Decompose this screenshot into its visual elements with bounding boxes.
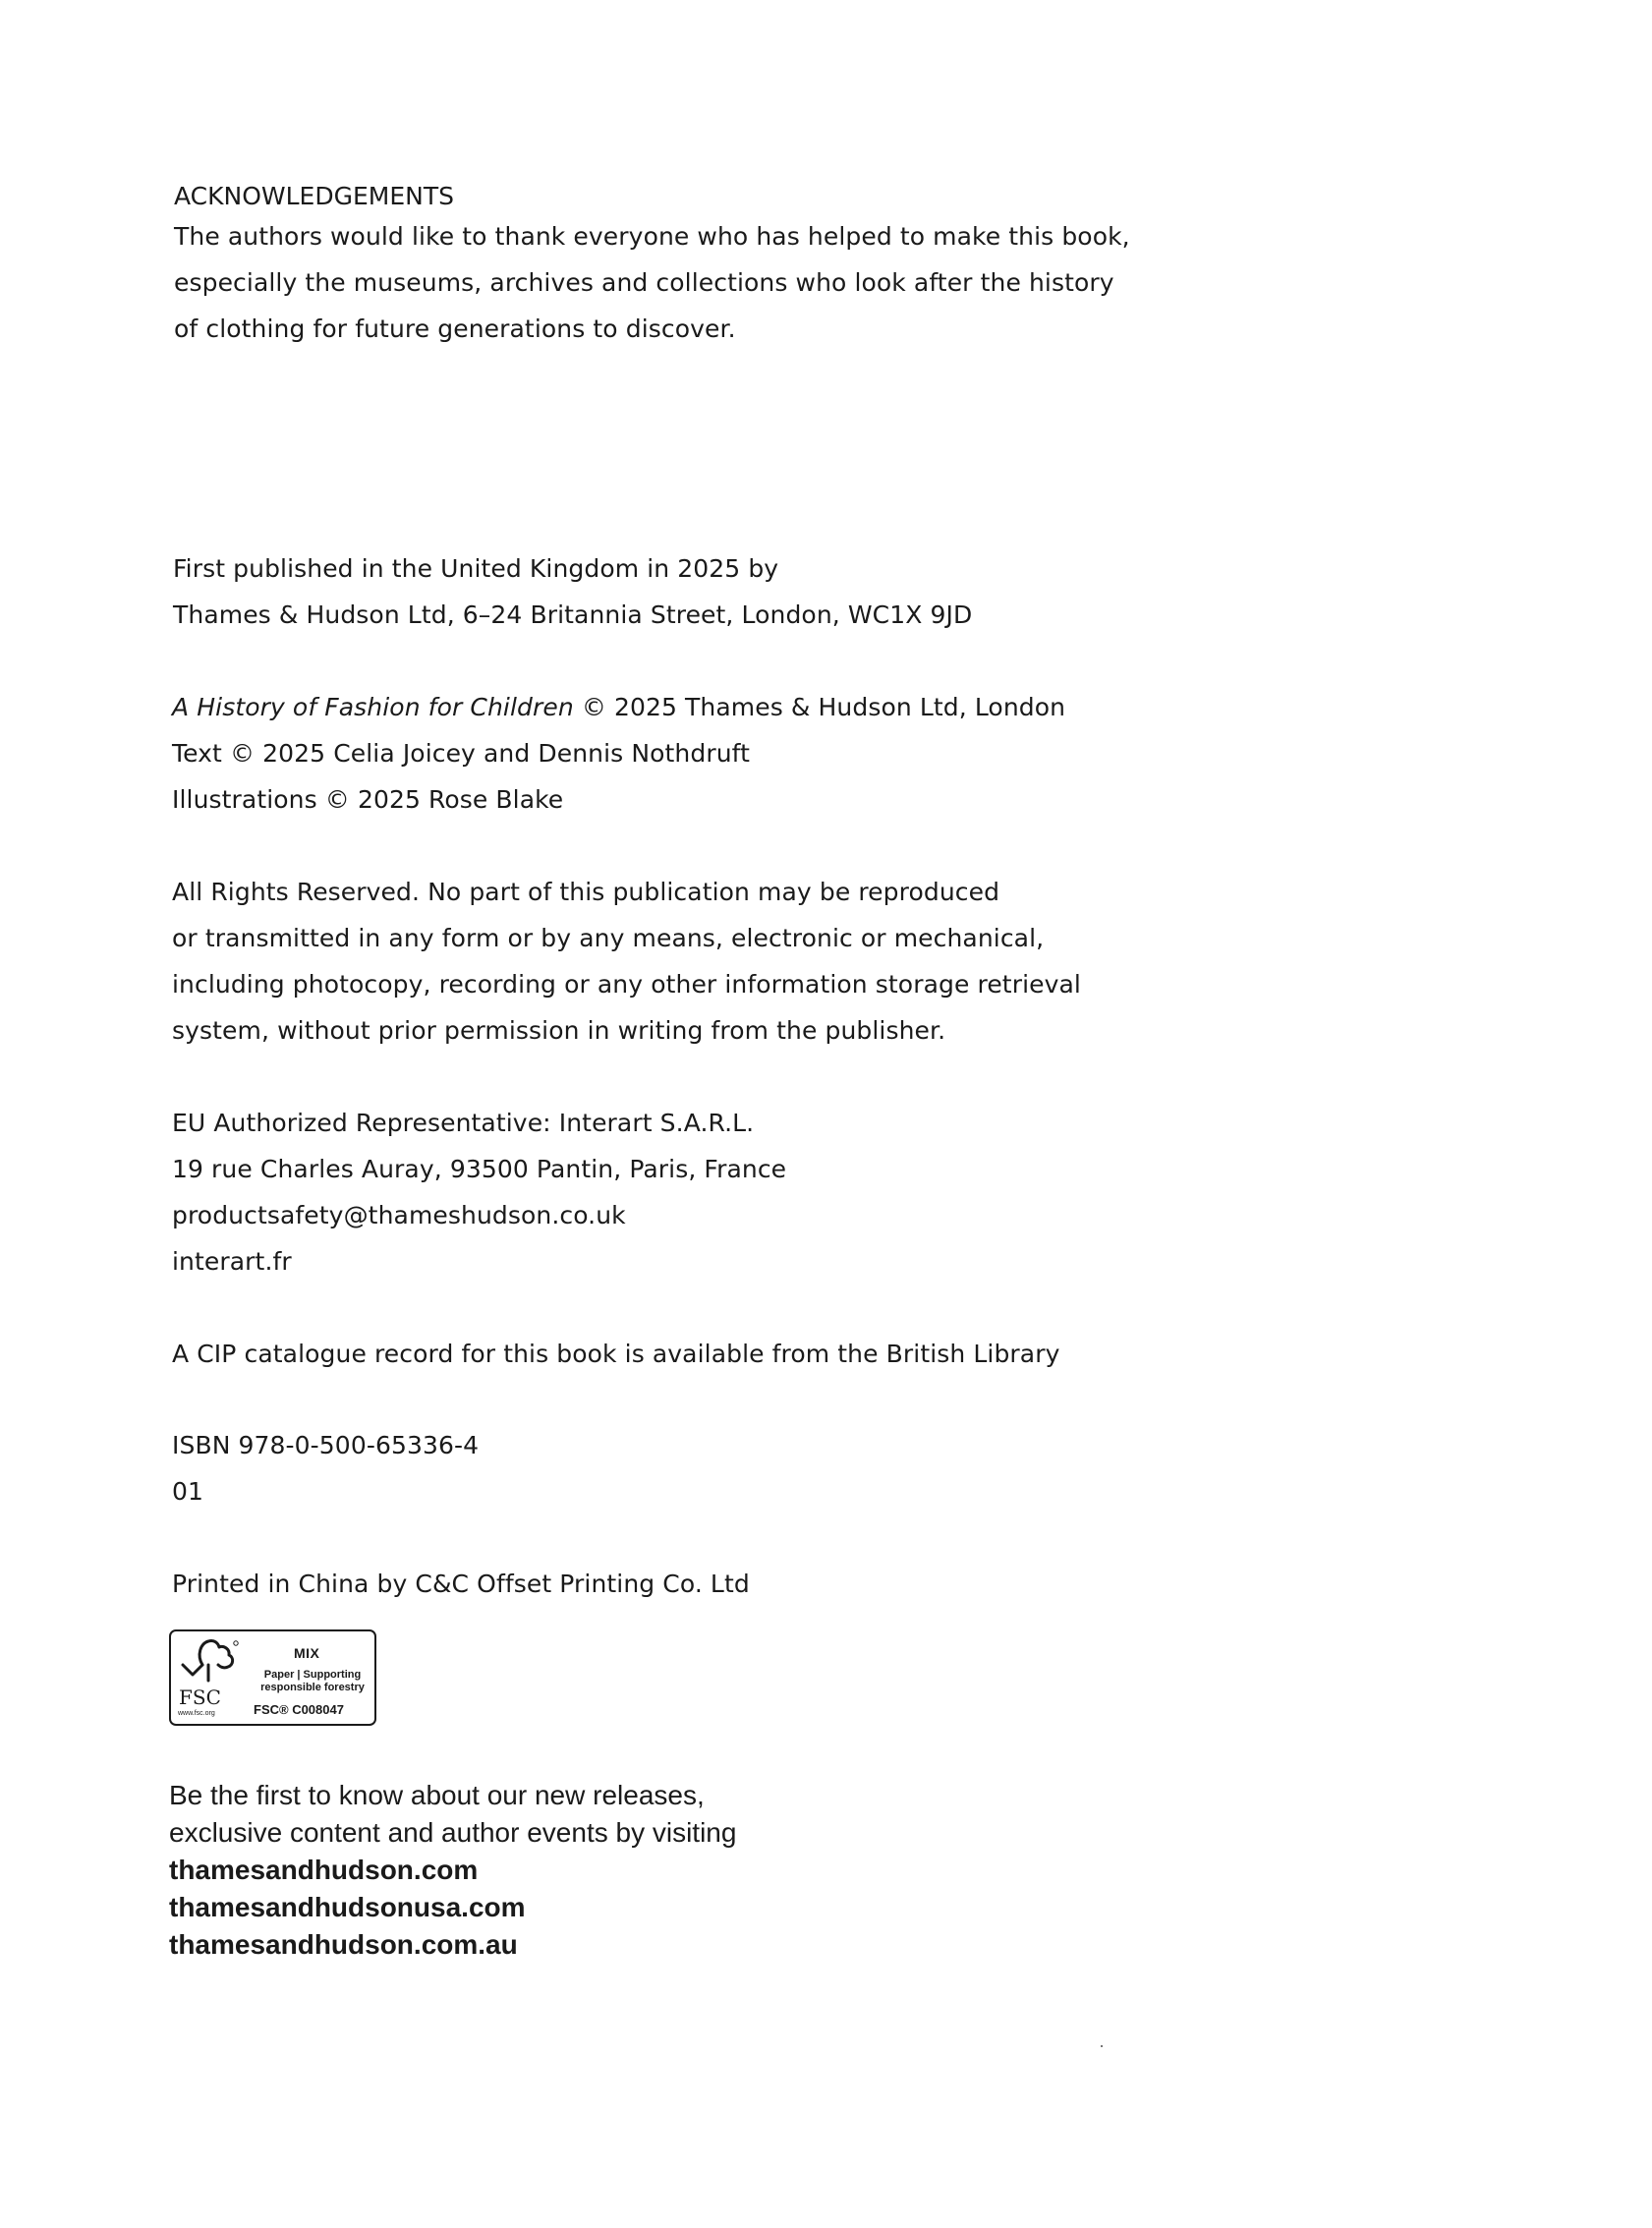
publication-line: Thames & Hudson Ltd, 6–24 Britannia Street, London, WC1X 9JD — [173, 600, 973, 629]
fsc-letters: FSC — [179, 1685, 221, 1709]
promo-line: exclusive content and author events by visiting — [169, 1817, 737, 1848]
eu-rep-line: EU Authorized Representative: Interart S.A.R.L. — [172, 1109, 755, 1137]
rights-line: All Rights Reserved. No part of this publication may be reproduced — [172, 878, 1000, 906]
book-copyright-line — [172, 691, 1065, 724]
scan-speck — [1101, 2045, 1103, 2047]
cip-statement: A CIP catalogue record for this book is available from the British Library — [172, 1340, 1060, 1368]
fsc-mix-label: MIX — [294, 1645, 320, 1661]
promo-site-link[interactable]: thamesandhudsonusa.com — [169, 1892, 526, 1922]
acknowledgements-heading: ACKNOWLEDGEMENTS — [174, 182, 454, 210]
publication-line: First published in the United Kingdom in 2025 by — [173, 554, 779, 583]
eu-rep-address: 19 rue Charles Auray, 93500 Pantin, Paris, France — [172, 1155, 787, 1183]
fsc-paper-label — [254, 1669, 371, 1694]
fsc-license-code: FSC® C008047 — [254, 1702, 344, 1717]
acknowledgements-line: especially the museums, archives and collections who look after the history — [174, 268, 1114, 297]
fsc-url: www.fsc.org — [178, 1710, 215, 1717]
acknowledgements-line: The authors would like to thank everyone who has helped to make this book, — [174, 222, 1130, 251]
rights-line: including photocopy, recording or any other information storage retrieval — [172, 970, 1081, 999]
promo-site-link[interactable]: thamesandhudson.com — [169, 1855, 479, 1885]
acknowledgements-line: of clothing for future generations to discover. — [174, 314, 736, 343]
rights-line: system, without prior permission in writing from the publisher. — [172, 1016, 946, 1045]
fsc-logo — [169, 1629, 376, 1726]
fsc-paper-line: Paper | Supporting — [263, 1669, 362, 1681]
book-copyright-holder: © 2025 Thames & Hudson Ltd, London — [573, 693, 1066, 721]
print-run: 01 — [172, 1477, 204, 1506]
eu-rep-website: interart.fr — [172, 1247, 292, 1276]
promo-site-link[interactable]: thamesandhudson.com.au — [169, 1929, 518, 1960]
fsc-paper-line: responsible forestry — [260, 1682, 365, 1693]
book-title: A History of Fashion for Children — [172, 693, 574, 721]
illustrations-copyright-line: Illustrations © 2025 Rose Blake — [172, 785, 564, 814]
printer-line: Printed in China by C&C Offset Printing Co. Ltd — [172, 1570, 750, 1598]
text-copyright-line: Text © 2025 Celia Joicey and Dennis Nothdruft — [172, 739, 751, 768]
isbn: ISBN 978-0-500-65336-4 — [172, 1431, 480, 1459]
eu-rep-email: productsafety@thameshudson.co.uk — [172, 1201, 626, 1229]
promo-line: Be the first to know about our new releases, — [169, 1780, 705, 1810]
rights-line: or transmitted in any form or by any means, electronic or mechanical, — [172, 924, 1045, 952]
fsc-tree-icon — [177, 1635, 242, 1688]
